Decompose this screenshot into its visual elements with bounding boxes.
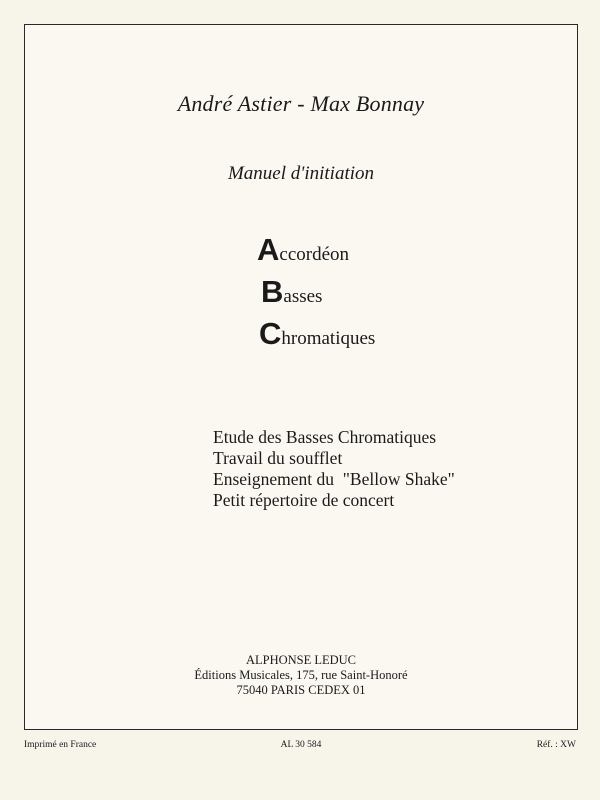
publisher-city: 75040 PARIS CEDEX 01	[236, 683, 366, 697]
publisher-name: ALPHONSE LEDUC	[245, 653, 357, 667]
catalog-number: AL 30 584	[280, 740, 322, 750]
abc-line-basses	[261, 271, 375, 313]
abc-letter-c: C	[259, 316, 282, 351]
topic-item: Enseignement du "Bellow Shake"	[213, 469, 455, 489]
cover-frame	[24, 24, 578, 730]
abc-word-basses: asses	[283, 286, 323, 307]
reference-code: Réf. : XW	[536, 740, 576, 750]
abc-letter-a: A	[257, 232, 280, 267]
publisher-address: Éditions Musicales, 175, rue Saint-Honoré	[194, 668, 408, 682]
abc-line-chromatiques	[259, 313, 375, 355]
manual-subtitle: Manuel d'initiation	[227, 163, 375, 184]
abc-word-chromatiques: hromatiques	[281, 328, 376, 349]
topics-list	[213, 427, 455, 511]
publisher-block	[25, 653, 577, 698]
abc-title	[257, 229, 375, 355]
topic-item: Travail du soufflet	[213, 448, 343, 468]
authors: André Astier - Max Bonnay	[177, 91, 425, 116]
topic-item: Petit répertoire de concert	[213, 490, 395, 510]
printed-in-france: Imprimé en France	[24, 740, 97, 750]
topic-item: Etude des Basses Chromatiques	[213, 427, 437, 447]
abc-word-accordeon: ccordéon	[279, 244, 350, 265]
abc-line-accordeon	[257, 229, 375, 271]
abc-letter-b: B	[261, 274, 284, 309]
